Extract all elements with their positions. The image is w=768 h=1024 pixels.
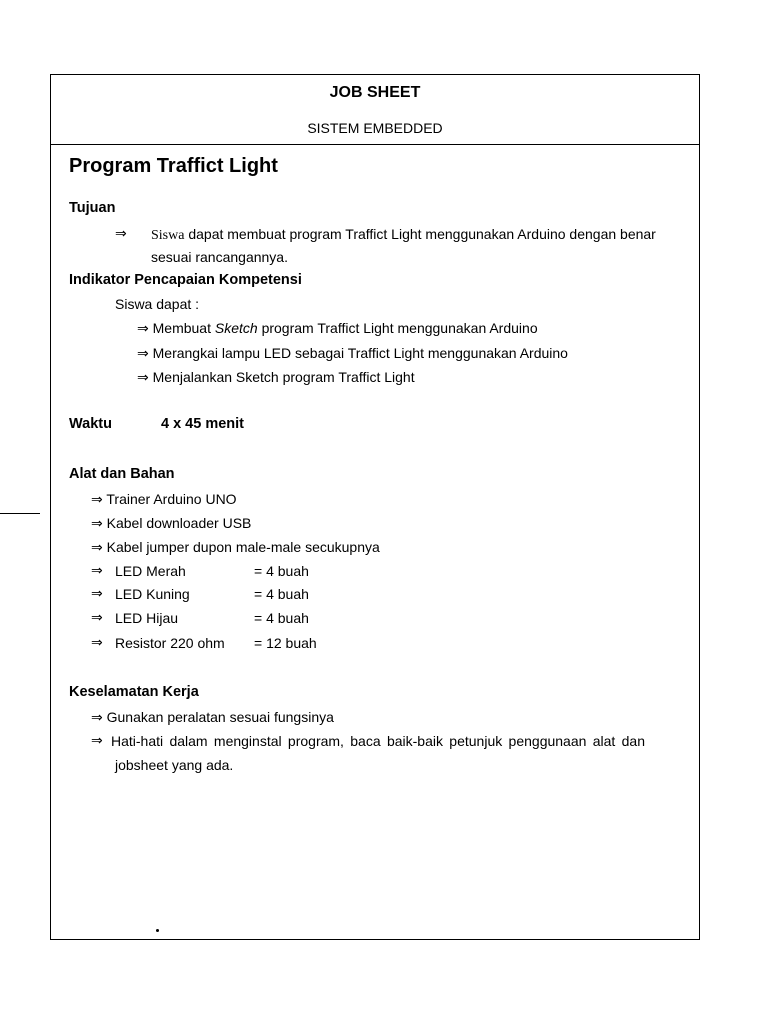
- stray-dot: [156, 929, 159, 932]
- alat-qty-value-3: = 4 buah: [254, 610, 309, 626]
- alat-item-2-text: Kabel downloader USB: [106, 515, 252, 531]
- indikator-item-3-text: Menjalankan Sketch program Traffict Light: [152, 369, 415, 385]
- alat-item-3-text: Kabel jumper dupon male-male secukupnya: [106, 539, 380, 555]
- alat-qty-name-1: LED Merah: [115, 563, 186, 579]
- arrow-icon: ⇒: [91, 610, 103, 626]
- arrow-icon: ⇒: [91, 710, 103, 726]
- header-title: JOB SHEET: [329, 84, 421, 101]
- alat-item-2: [91, 515, 251, 532]
- header-subtitle: SISTEM EMBEDDED: [307, 120, 443, 136]
- arrow-icon: ⇒: [91, 586, 103, 602]
- alat-qty-name-3: LED Hijau: [115, 610, 179, 626]
- indikator-item-1-post: program Traffict Light menggunakan Arduino: [257, 320, 538, 336]
- arrow-icon: ⇒: [91, 540, 103, 556]
- arrow-icon: ⇒: [91, 635, 103, 651]
- alat-qty-name-4: Resistor 220 ohm: [115, 635, 225, 651]
- indikator-item-1-italic: Sketch: [214, 320, 258, 336]
- tujuan-line-1: [151, 226, 656, 244]
- indikator-intro: Siswa dapat :: [115, 296, 200, 312]
- sheet-header: [51, 75, 699, 145]
- job-sheet: [50, 74, 700, 940]
- alat-qty-value-1: = 4 buah: [254, 563, 309, 579]
- waktu-label: Waktu: [69, 416, 112, 432]
- indikator-item-2-text: Merangkai lampu LED sebagai Traffict Light menggunakan Arduino: [152, 345, 568, 361]
- arrow-icon: ⇒: [115, 226, 127, 242]
- indikator-item-1-pre: Membuat: [152, 320, 215, 336]
- keselamatan-item-1-text: Gunakan peralatan sesuai fungsinya: [106, 709, 334, 725]
- arrow-icon: ⇒: [91, 492, 103, 508]
- keselamatan-item-2-line-1: Hati-hati dalam menginstal program, baca baik-baik petunjuk penggunaan alat dan: [111, 733, 645, 749]
- keselamatan-item-2-line-2: jobsheet yang ada.: [115, 757, 234, 773]
- indikator-heading: Indikator Pencapaian Kompetensi: [69, 272, 302, 288]
- waktu-value: 4 x 45 menit: [161, 416, 245, 432]
- arrow-icon: ⇒: [91, 733, 103, 749]
- arrow-icon: ⇒: [137, 370, 149, 386]
- alat-item-1: [91, 491, 237, 508]
- arrow-icon: ⇒: [91, 516, 103, 532]
- tujuan-heading: Tujuan: [69, 200, 116, 216]
- arrow-icon: ⇒: [137, 346, 149, 362]
- indikator-item-2: [137, 345, 568, 362]
- arrow-icon: ⇒: [137, 321, 149, 337]
- tujuan-line-1-text: dapat membuat program Traffict Light menggunakan Arduino dengan benar: [188, 226, 656, 242]
- tujuan-line-2: sesuai rancangannya.: [151, 249, 288, 265]
- alat-qty-name-2: LED Kuning: [115, 586, 190, 602]
- tujuan-subject: Siswa: [151, 228, 185, 243]
- alat-item-3: [91, 539, 380, 556]
- alat-heading: Alat dan Bahan: [69, 466, 175, 482]
- margin-rule: [0, 513, 40, 514]
- document-title: Program Traffict Light: [69, 155, 278, 177]
- alat-qty-value-2: = 4 buah: [254, 586, 309, 602]
- alat-qty-value-4: = 12 buah: [254, 635, 317, 651]
- indikator-item-3: [137, 369, 415, 386]
- arrow-icon: ⇒: [91, 563, 103, 579]
- alat-item-1-text: Trainer Arduino UNO: [106, 491, 237, 507]
- indikator-item-1: [137, 320, 538, 337]
- keselamatan-heading: Keselamatan Kerja: [69, 684, 199, 700]
- keselamatan-item-1: [91, 709, 334, 726]
